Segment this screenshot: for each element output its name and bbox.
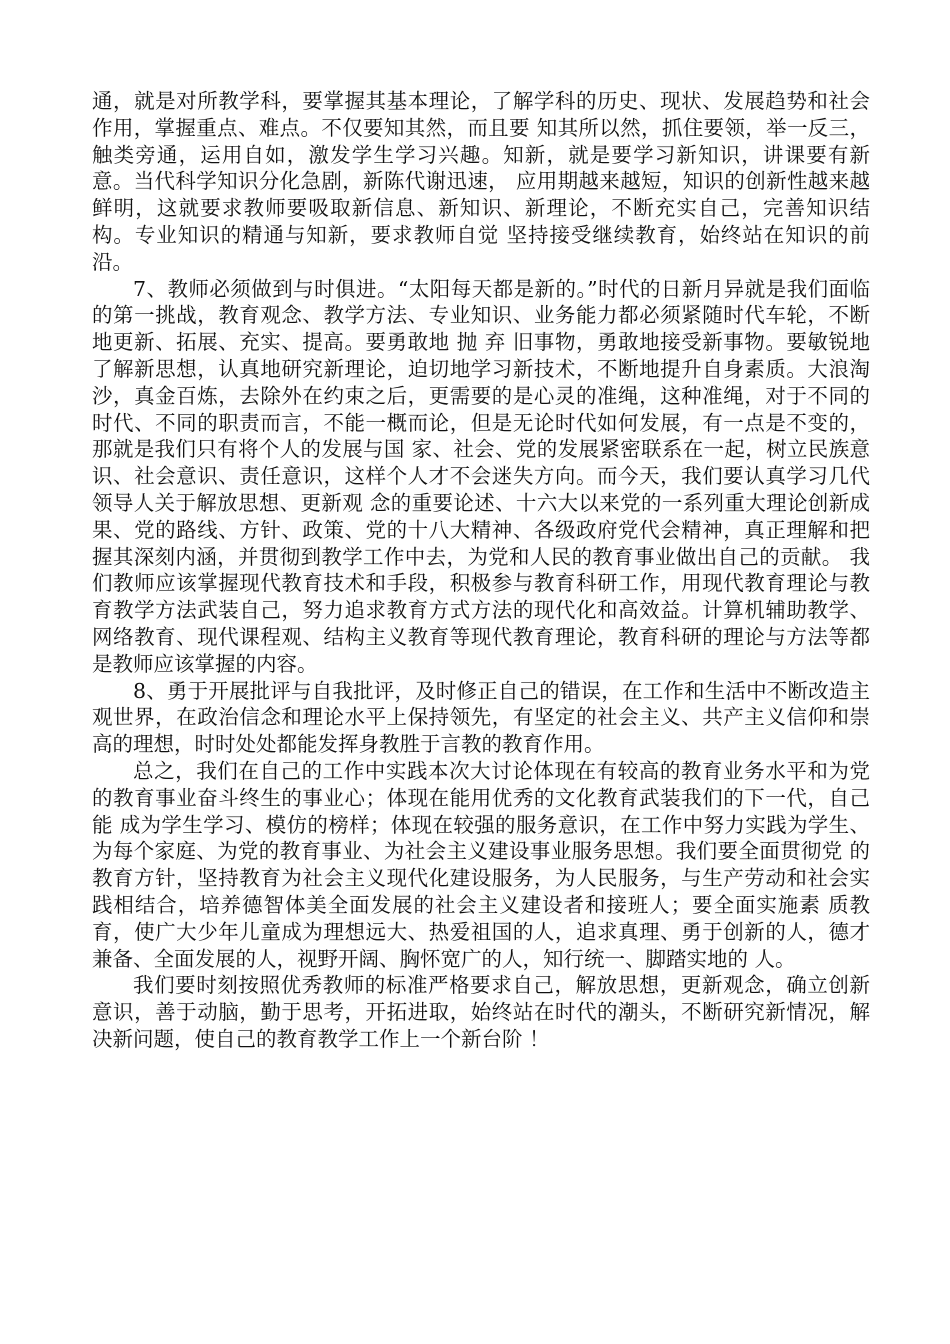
paragraph-closing: 我们要时刻按照优秀教师的标准严格要求自己，解放思想，更新观念，确立创新意识，善于动脑，勤于思考，开拓进取，始终站在时代的潮头，不断研究新情况，解决新问题，使自己的教育教学工作上一个新台阶 ！ — [92, 973, 870, 1051]
document-body — [92, 88, 870, 1053]
paragraph-7: 7、教师必须做到与时俱进。“太阳每天都是新的。”时代的日新月异就是我们面临的第一挑战，教育观念、教学方法、专业知识、业务能力都必须紧随时代车轮，不断地更新、拓展、充实、提高。要勇敢地 抛 弃 旧事物，勇敢地接受新事物。要敏锐地了解新思想，认真地研究新理论，迫切地学习新技术，不断地提升自身素质。大浪淘沙，真金百炼，去除外在约束之后，更需要的是心灵的准绳，这种准绳，对于不同的时代、不同的职责而言，不能一概而论，但是无论时代如何发展，有一点是不变的，那就是我们只有将个人的发展与国 家、社会、党的发展紧密联系在一起，树立民族意识、社会意识、责任意识，这样个人才不会迷失方向。而今天，我们要认真学习几代领导人关于解放思想、更新观 念的重要论述、十六大以来党的一系列重大理论创新成果、党的路线、方针、政策、党的十八大精神、各级政府党代会精神，真正理解和把握其深刻内涵，并贯彻到教学工作中去，为党和人民的教育事业做出自己的贡献。 我们教师应该掌握现代教育技术和手段，积极参与教育科研工作，用现代教育理论与教育教学方法武装自己，努力追求教育方式方法的现代化和高效益。计算机辅助教学、网络教育、现代课程观、结构主义教育等现代教育理论，教育科研的理论与方法等都是教师应该掌握的内容。 — [92, 276, 870, 676]
paragraph-continuation: 通，就是对所教学科，要掌握其基本理论，了解学科的历史、现状、发展趋势和社会作用，掌握重点、难点。不仅要知其然，而且要 知其所以然，抓住要领，举一反三，触类旁通，运用自如，激发学生学习兴趣。知新，就是要学习新知识，讲课要有新意。当代科学知识分化急剧，新陈代谢迅速， 应用期越来越短，知识的创新性越来越鲜明，这就要求教师要吸取新信息、新知识、新理论，不断充实自己，完善知识结构。专业知识的精通与知新，要求教师自觉 坚持接受继续教育，始终站在知识的前沿。 — [92, 89, 870, 274]
paragraph-summary: 总之，我们在自己的工作中实践本次大讨论体现在有较高的教育业务水平和为党的教育事业奋斗终生的事业心；体现在能用优秀的文化教育武装我们的下一代，自己能 成为学生学习、模仿的榜样；体现在较强的服务意识，在工作中努力实践为学生、为每个家庭、为党的教育事业、为社会主义建设事业服务思想。我们要全面贯彻党 的教育方针，坚持教育为社会主义现代化建设服务，为人民服务，与生产劳动和社会实践相结合，培养德智体美全面发展的社会主义建设者和接班人；要全面实施素 质教育，使广大少年儿童成为理想远大、热爱祖国的人，追求真理、勇于创新的人，德才兼备、全面发展的人，视野开阔、胸怀宽广的人，知行统一、脚踏实地的 人。 — [92, 758, 870, 971]
paragraph-8: 8、勇于开展批评与自我批评，及时修正自己的错误，在工作和生活中不断改造主观世界，在政治信念和理论水平上保持领先，有坚定的社会主义、共产主义信仰和崇高的理想，时时处处都能发挥身教胜于言教的教育作用。 — [92, 678, 870, 757]
